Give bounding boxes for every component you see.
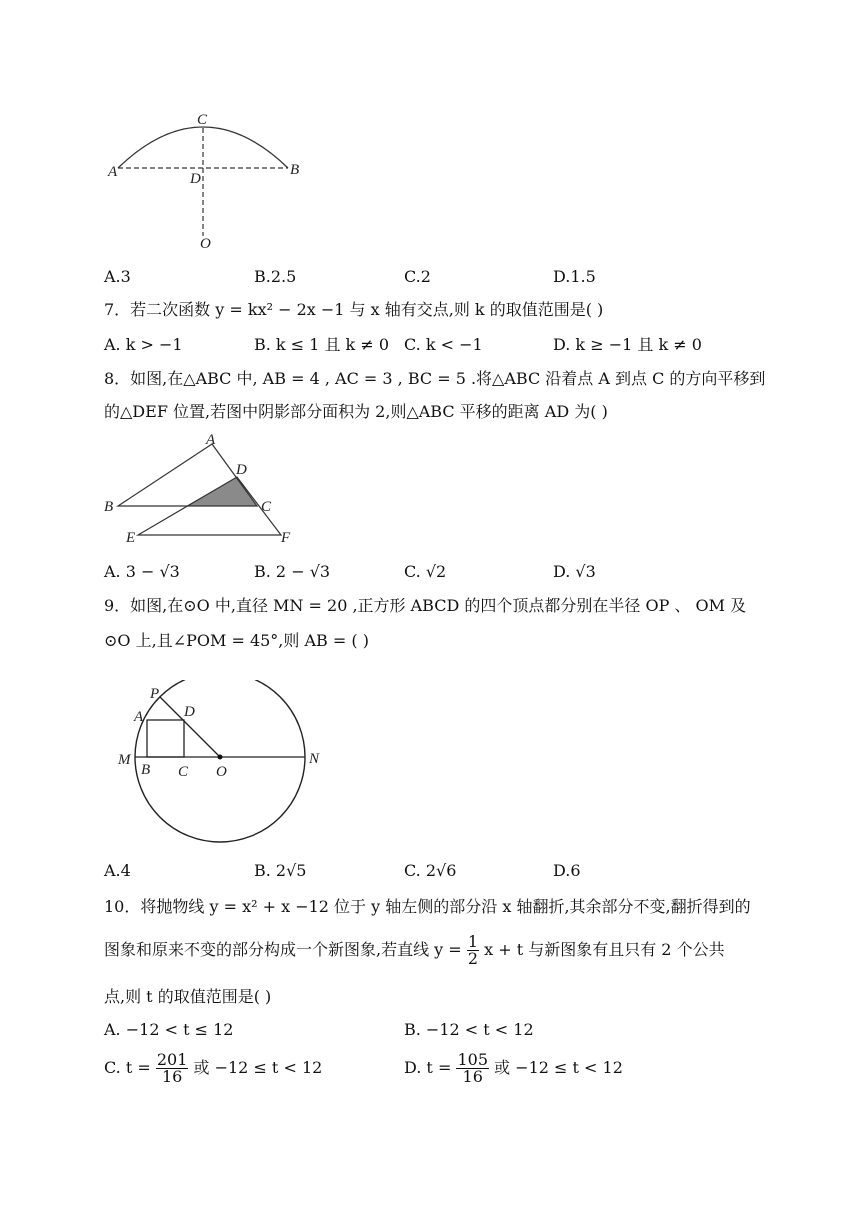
q8-triangle-figure [100,432,300,547]
q10-option-c-num: 201 [156,1050,188,1069]
label-N: N [309,751,320,767]
q10-option-d-num: 105 [457,1050,488,1069]
q10-option-d-pre: D. t = [404,1058,452,1077]
q7-option-d: D. k ≥ −1 且 k ≠ 0 [553,335,702,354]
q8-option-d: D. √3 [553,562,596,581]
label-B: B [141,762,151,778]
q10-option-d-fraction [456,1052,489,1085]
label-A: A [108,164,118,180]
q8-option-b: B. 2 − √3 [254,562,331,581]
q9-option-c: C. 2√6 [404,861,457,880]
q10-stem-line2-post: x + t 与新图象有且只有 2 个公共 [484,940,725,959]
q6-option-a: A.3 [104,267,131,286]
q7-option-b: B. k ≤ 1 且 k ≠ 0 [254,335,390,354]
q9-circle-figure [110,680,335,848]
q8-stem-line2: 的△DEF 位置,若图中阴影部分面积为 2,则△ABC 平移的距离 AD 为( ) [104,402,608,421]
q8-option-a: A. 3 − √3 [104,562,180,581]
q8-stem-line1: 8．如图,在△ABC 中, AB = 4 , AC = 3 , BC = 5 .将△ABC 沿着点 A 到点 C 的方向平移到 [104,369,766,388]
q6-option-b: B.2.5 [254,267,297,286]
q7-stem: 7．若二次函数 y = kx² − 2x −1 与 x 轴有交点,则 k 的取值范围是( ) [104,300,604,319]
q10-option-c-den: 16 [161,1067,183,1086]
q10-stem-line2 [104,934,725,967]
q7-option-a: A. k > −1 [104,335,183,354]
square-ABCD [147,720,184,757]
q10-stem-line3: 点,则 t 的取值范围是( ) [104,987,272,1006]
q6-option-c: C.2 [404,267,431,286]
q6-arc-figure [100,108,320,253]
label-D: D [236,462,247,478]
label-O: O [216,764,227,780]
q10-option-c-post: 或 −12 ≤ t < 12 [193,1058,323,1077]
q10-option-c-fraction [156,1052,189,1085]
label-P: P [150,686,160,702]
label-D: D [184,704,195,720]
label-C: C [178,764,189,780]
label-M: M [118,752,131,768]
q9-option-b: B. 2√5 [254,861,307,880]
q10-option-a: A. −12 < t ≤ 12 [104,1020,234,1039]
q8-option-c: C. √2 [404,562,447,581]
label-E: E [126,530,136,546]
q6-option-d: D.1.5 [553,267,596,286]
label-O: O [200,236,211,252]
label-C: C [197,112,208,128]
q10-option-c [104,1052,322,1085]
q9-stem-line1: 9．如图,在⊙O 中,直径 MN = 20 ,正方形 ABCD 的四个顶点都分别在半径 OP 、 OM 及 [104,596,747,615]
q9-option-d: D.6 [553,861,581,880]
label-A: A [134,709,144,725]
q10-fraction [467,934,479,967]
label-B: B [290,162,300,178]
q10-option-d-den: 16 [462,1067,483,1086]
q7-option-c: C. k < −1 [404,335,483,354]
q10-option-d [404,1052,623,1085]
q9-stem-line2: ⊙O 上,且∠POM = 45°,则 AB = ( ) [104,631,369,650]
circle-O [135,680,305,842]
label-D: D [190,171,201,187]
label-B: B [104,499,114,515]
q10-option-c-pre: C. t = [104,1058,151,1077]
label-C: C [261,499,272,515]
q10-frac-num: 1 [467,932,478,951]
q10-option-d-post: 或 −12 ≤ t < 12 [494,1058,623,1077]
q9-option-a: A.4 [104,861,131,880]
q10-option-b: B. −12 < t < 12 [404,1020,534,1039]
label-F: F [281,530,291,546]
label-A: A [206,432,216,448]
q10-stem-line1: 10．将抛物线 y = x² + x −12 位于 y 轴左侧的部分沿 x 轴翻折,其余部分不变,翻折得到的 [104,897,751,916]
q10-stem-line2-pre: 图象和原来不变的部分构成一个新图象,若直线 y = [104,940,462,959]
center-dot [218,755,223,760]
q10-frac-den: 2 [467,949,478,968]
